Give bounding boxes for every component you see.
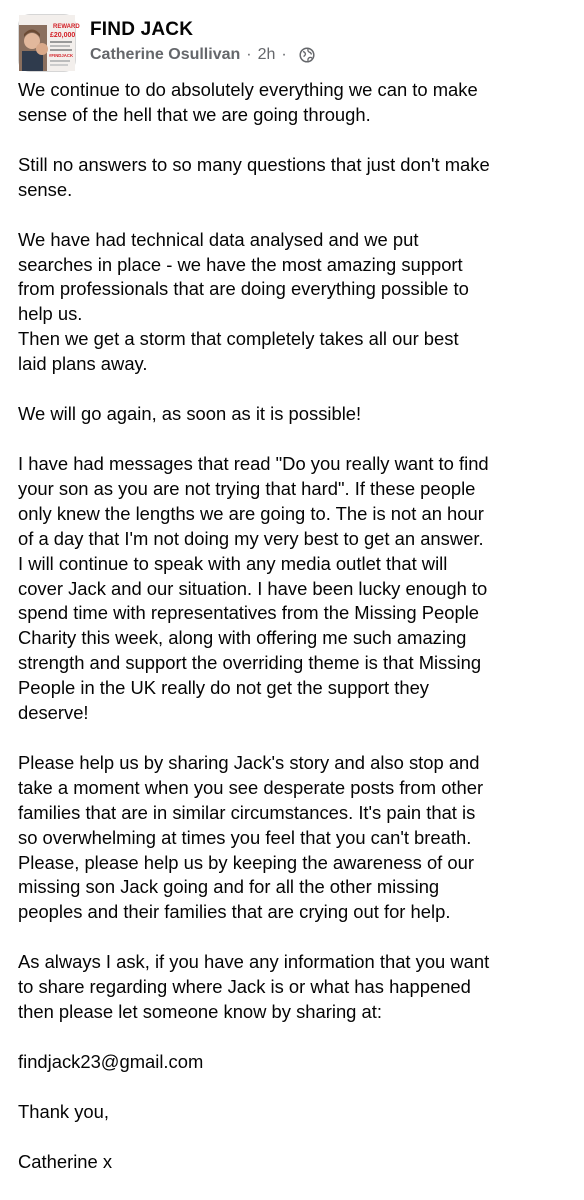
post-text-line: As always I ask, if you have any information that you want [18, 951, 490, 973]
post-text-line: People in the UK really do not get the support they [18, 677, 429, 699]
post-text-line: so overwhelming at times you feel that you can't breath. [18, 826, 472, 848]
post-header [18, 14, 315, 74]
post-time[interactable]: 2h [257, 46, 276, 63]
post-meta [90, 14, 315, 66]
post-text-line: cover Jack and our situation. I have been lucky enough to [18, 577, 488, 599]
post-paragraph [18, 1100, 574, 1125]
post-text-line: then please let someone know by sharing at: [18, 1001, 382, 1023]
post-paragraph [18, 402, 574, 427]
post-text-line: We continue to do absolutely everything we can to make [18, 79, 478, 100]
post-text-line: I will continue to speak with any media outlet that will [18, 552, 448, 574]
post-text-line: I have had messages that read "Do you really want to find [18, 452, 489, 474]
group-name[interactable]: FIND JACK [90, 19, 194, 40]
post-text-line: families that are in similar circumstances. It's pain that is [18, 801, 476, 823]
post-paragraph [18, 1050, 574, 1075]
post-text-line: only knew the lengths we are going to. The is not an hour [18, 502, 484, 524]
post-text-line: take a moment when you see desperate posts from other [18, 776, 484, 798]
group-avatar-icon[interactable] [18, 14, 80, 72]
post-text-line: help us. [18, 303, 83, 325]
post-text-line: sense of the hell that we are going through. [18, 103, 371, 125]
avatar-reward-text: REWARD [53, 24, 80, 30]
post-text-line: Catherine x [18, 1150, 113, 1172]
post-paragraph [18, 751, 574, 925]
post-text-line: Charity this week, along with offering me such amazing [18, 627, 467, 649]
post-text-line[interactable]: findjack23@gmail.com [18, 1051, 204, 1072]
post-paragraph [18, 153, 574, 203]
post-text-line: We have had technical data analysed and we put [18, 228, 419, 250]
post-text-line: strength and support the overriding theme is that Missing [18, 652, 482, 674]
post-body [18, 78, 574, 1200]
post-text-line: Still no answers to so many questions that just don't make [18, 153, 490, 175]
post-text-line: We will go again, as soon as it is possible! [18, 403, 362, 425]
post-text-line: Please help us by sharing Jack's story and also stop and [18, 751, 480, 773]
post-text-line: spend time with representatives from the Missing People [18, 602, 480, 624]
separator-dot-2: · [281, 46, 287, 63]
post-paragraph [18, 78, 574, 128]
post-text-line: from professionals that are doing everything possible to [18, 278, 469, 300]
post-text-line: laid plans away. [18, 353, 148, 375]
post-text-line: deserve! [18, 702, 89, 724]
post-text-line: to share regarding where Jack is or what has happened [18, 976, 471, 998]
author-name[interactable]: Catherine Osullivan [90, 46, 241, 63]
post-text-line: missing son Jack going and for all the other missing [18, 876, 440, 898]
post-subline [90, 44, 315, 66]
post-paragraph [18, 228, 574, 377]
post-text-line: sense. [18, 178, 73, 200]
post-paragraph [18, 1150, 574, 1175]
post-text-line: Please, please help us by keeping the awareness of our [18, 851, 474, 873]
post-text-line: searches in place - we have the most amazing support [18, 253, 463, 275]
avatar-amount-text: £20,000 [50, 32, 76, 39]
post-paragraph [18, 452, 574, 726]
post-text-line: Then we get a storm that completely takes all our best [18, 328, 459, 350]
globe-icon[interactable] [299, 47, 315, 63]
post-paragraph [18, 950, 574, 1025]
separator-dot: · [246, 46, 252, 63]
post-text-line: of a day that I'm not doing my very best to get an answer. [18, 527, 484, 549]
post-text-line: your son as you are not trying that hard". If these people [18, 477, 476, 499]
avatar-find-text: #FINDJACK [49, 53, 74, 58]
post-text-line: Thank you, [18, 1100, 109, 1122]
post-text-line: peoples and their families that are crying out for help. [18, 901, 451, 923]
